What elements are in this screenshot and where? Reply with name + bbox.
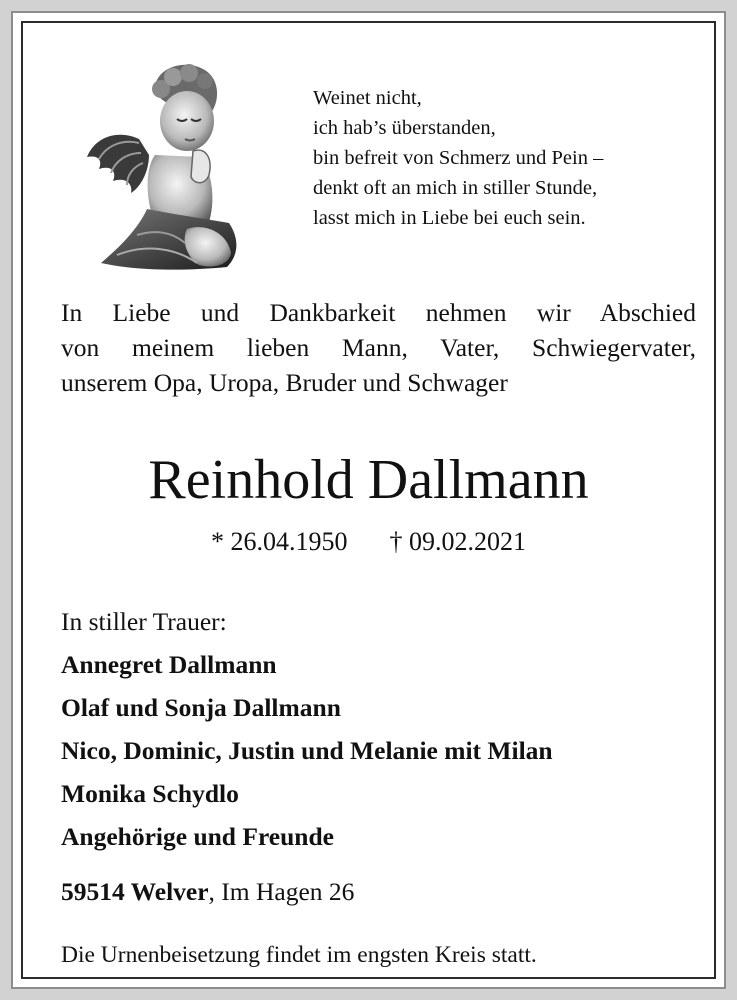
poem-line: ich hab’s überstanden,	[313, 117, 496, 139]
farewell-text	[61, 295, 696, 400]
address	[61, 875, 354, 909]
farewell-line: unserem Opa, Uropa, Bruder und Schwager	[61, 368, 508, 397]
mourner: Monika Schydlo	[61, 779, 239, 808]
mourner: Angehörige und Freunde	[61, 822, 334, 851]
mourner: Olaf und Sonja Dallmann	[61, 693, 341, 722]
farewell-line: In Liebe und Dankbarkeit nehmen wir Abschied	[61, 298, 696, 327]
deceased-name: Reinhold Dallmann	[148, 449, 589, 511]
praying-angel-icon	[77, 59, 257, 274]
life-dates	[23, 525, 714, 559]
poem-line: bin befreit von Schmerz und Pein –	[313, 147, 604, 169]
poem-line: denkt oft an mich in stiller Stunde,	[313, 177, 598, 199]
mourning-label: In stiller Trauer:	[61, 607, 227, 636]
farewell-line: von meinem lieben Mann, Vater, Schwiegervater,	[61, 333, 696, 362]
street: , Im Hagen 26	[208, 877, 355, 906]
birth-date: * 26.04.1950	[211, 527, 348, 556]
mourners-list	[61, 643, 553, 858]
obituary-border	[21, 21, 716, 979]
poem-line: Weinet nicht,	[313, 87, 422, 109]
death-date: † 09.02.2021	[389, 527, 526, 556]
poem-line: lasst mich in Liebe bei euch sein.	[313, 207, 586, 229]
mourner: Nico, Dominic, Justin und Melanie mit Milan	[61, 736, 553, 765]
burial-note: Die Urnenbeisetzung findet im engsten Kreis statt.	[61, 942, 537, 968]
poem	[313, 83, 603, 233]
mourner: Annegret Dallmann	[61, 650, 277, 679]
postal-city: 59514 Welver	[61, 877, 209, 906]
obituary-card	[11, 11, 726, 989]
